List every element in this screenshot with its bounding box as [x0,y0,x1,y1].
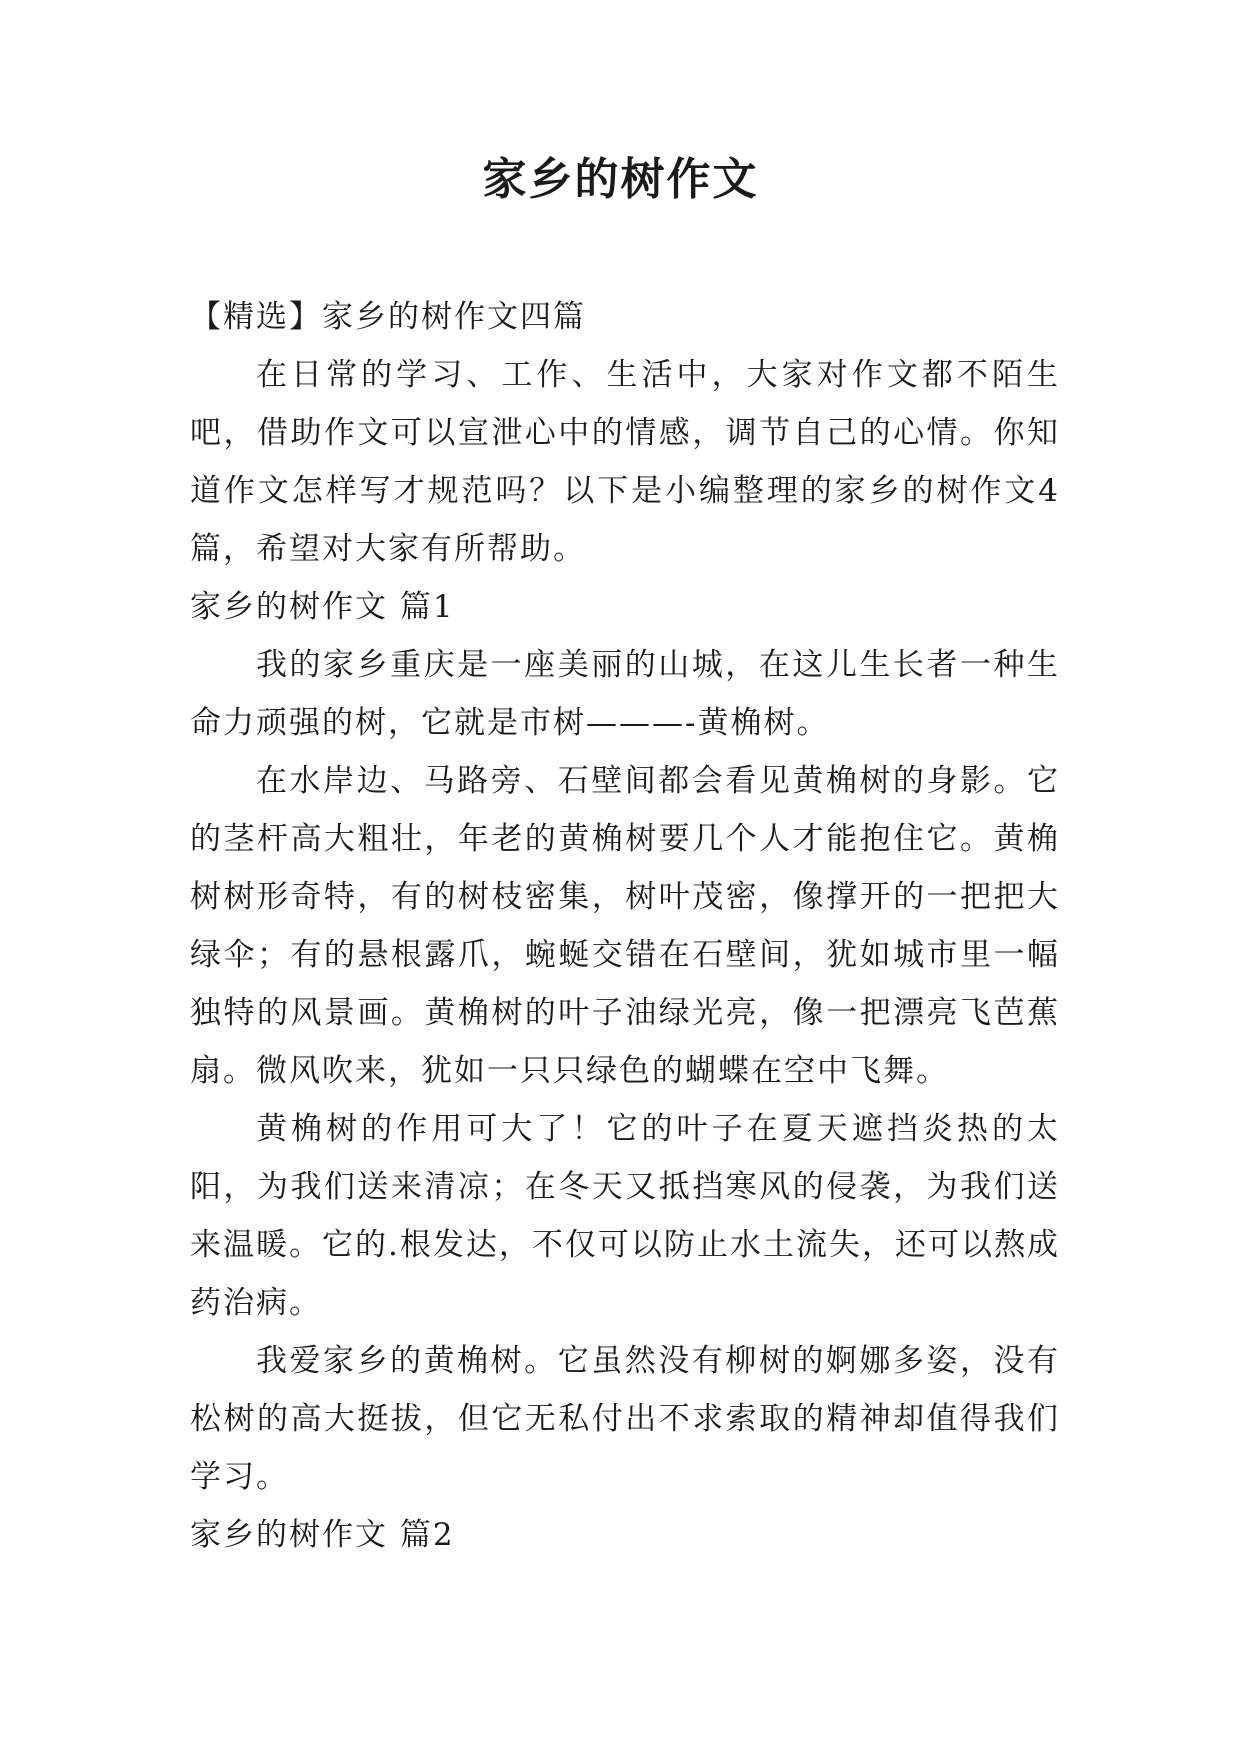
document-subtitle: 【精选】家乡的树作文四篇 [190,299,586,335]
section1-paragraph: 在水岸边、马路旁、石壁间都会看见黄桷树的身影。它的茎杆高大粗壮，年老的黄桷树要几个人才能抱住它。黄桷树树形奇特，有的树枝密集，树叶茂密，像撑开的一把把大绿伞；有的悬根露爪，蜿蜒交错在石壁间，犹如城市里一幅独特的风景画。黄桷树的叶子油绿光亮，像一把漂亮飞芭蕉扇。微风吹来，犹如一只只绿色的蝴蝶在空中飞舞。 [190,763,1060,1089]
section1-paragraph: 黄桷树的作用可大了！它的叶子在夏天遮挡炎热的太阳，为我们送来清凉；在冬天又抵挡寒风的侵袭，为我们送来温暖。它的.根发达，不仅可以防止水土流失，还可以熬成药治病。 [190,1111,1060,1321]
section-heading-2: 家乡的树作文 篇2 [190,1517,455,1553]
intro-paragraph: 在日常的学习、工作、生活中，大家对作文都不陌生吧，借助作文可以宣泄心中的情感，调节自己的心情。你知道作文怎样写才规范吗？以下是小编整理的家乡的树作文4篇，希望对大家有所帮助。 [190,357,1060,567]
document-body [190,288,1060,1564]
section1-paragraph: 我爱家乡的黄桷树。它虽然没有柳树的婀娜多姿，没有松树的高大挺拔，但它无私付出不求索取的精神却值得我们学习。 [190,1343,1060,1495]
document-title: 家乡的树作文 [482,154,759,205]
section-heading-1: 家乡的树作文 篇1 [190,589,455,625]
section1-paragraph: 我的家乡重庆是一座美丽的山城，在这儿生长者一种生命力顽强的树，它就是市树———-黄桷树。 [190,647,1060,741]
